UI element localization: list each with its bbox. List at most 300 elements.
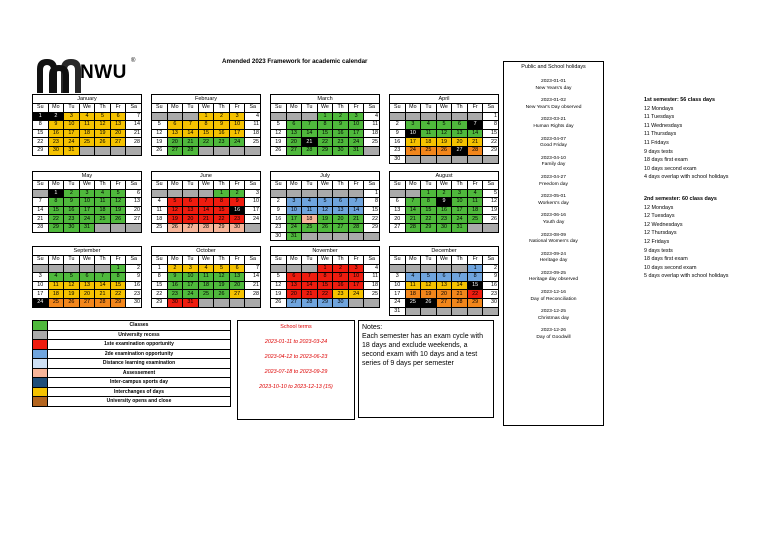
empty-day-cell (271, 112, 287, 121)
day-cell: 29 (152, 298, 168, 307)
legend-table (32, 320, 231, 407)
school-term-line: 2023-01-11 to 2023-03-24 (264, 339, 328, 345)
day-cell: 6 (333, 198, 349, 207)
month-name: February (151, 94, 261, 103)
day-cell: 16 (64, 206, 80, 215)
month-name: November (270, 246, 380, 255)
day-cell: 21 (302, 138, 318, 147)
day-cell: 17 (348, 129, 364, 138)
day-cell: 7 (245, 264, 261, 273)
day-cell: 5 (483, 189, 499, 198)
month-calendar (151, 94, 261, 156)
day-cell: 1 (364, 189, 380, 198)
empty-day-cell (421, 307, 437, 316)
weekday-header: Th (95, 104, 111, 113)
empty-day-cell (198, 189, 214, 198)
day-cell: 27 (79, 298, 95, 307)
day-cell: 17 (33, 290, 49, 299)
month-calendar (151, 171, 261, 233)
holiday-item (504, 213, 603, 226)
day-cell: 4 (364, 264, 380, 273)
day-cell: 31 (183, 298, 199, 307)
day-cell: 11 (245, 121, 261, 130)
day-cell: 9 (333, 273, 349, 282)
day-cell: 21 (452, 290, 468, 299)
weekday-header: Th (95, 256, 111, 265)
day-cell: 28 (302, 146, 318, 155)
holiday-name: Day of Reconciliation (530, 296, 577, 302)
holiday-item (504, 290, 603, 303)
holiday-name: Day of Goodwill (536, 335, 571, 341)
day-cell: 30 (167, 298, 183, 307)
day-cell: 18 (405, 290, 421, 299)
day-cell: 16 (126, 281, 142, 290)
weekday-header: Sa (126, 181, 142, 190)
day-cell: 5 (271, 121, 287, 130)
weekday-header: Tu (183, 104, 199, 113)
day-cell: 13 (286, 281, 302, 290)
weekday-header: Fr (110, 181, 126, 190)
day-cell: 16 (483, 281, 499, 290)
holiday-date: 2023-01-02 (540, 98, 567, 104)
holiday-name: Freedom day (539, 181, 568, 187)
empty-day-cell (405, 112, 421, 121)
day-cell: 26 (110, 215, 126, 224)
day-cell: 3 (348, 112, 364, 121)
day-cell: 2 (483, 264, 499, 273)
day-cell: 12 (95, 121, 111, 130)
empty-day-cell (95, 264, 111, 273)
day-cell: 1 (152, 264, 168, 273)
day-cell: 7 (95, 273, 111, 282)
day-cell: 25 (198, 290, 214, 299)
empty-day-cell (436, 112, 452, 121)
holiday-date: 2023-05-01 (540, 194, 567, 200)
day-cell: 10 (390, 281, 406, 290)
day-cell: 30 (390, 155, 406, 164)
school-term-line: 2023-07-18 to 2023-09-29 (264, 369, 328, 375)
holiday-name: Workers's day (538, 200, 569, 206)
day-cell: 14 (302, 129, 318, 138)
empty-day-cell (405, 307, 421, 316)
day-cell: 23 (64, 215, 80, 224)
day-cell: 12 (271, 129, 287, 138)
day-cell: 11 (364, 121, 380, 130)
day-cell: 6 (79, 273, 95, 282)
empty-day-cell (421, 264, 437, 273)
empty-day-cell (48, 264, 64, 273)
legend-label: Inter-campus sports day (48, 378, 231, 388)
day-cell: 20 (436, 290, 452, 299)
day-cell: 10 (79, 198, 95, 207)
day-cell: 6 (390, 198, 406, 207)
holiday-name: Family day (541, 162, 566, 168)
day-cell: 20 (110, 129, 126, 138)
day-cell: 21 (33, 215, 49, 224)
day-cell: 25 (467, 215, 483, 224)
holidays-heading: Public and School holidays (521, 64, 586, 70)
empty-day-cell (333, 189, 349, 198)
holiday-item (504, 137, 603, 150)
day-cell: 23 (436, 215, 452, 224)
day-cell: 15 (152, 281, 168, 290)
day-cell: 22 (33, 138, 49, 147)
day-cell: 2 (64, 189, 80, 198)
day-cell: 3 (64, 112, 80, 121)
day-cell: 24 (79, 215, 95, 224)
day-cell: 3 (348, 264, 364, 273)
day-cell: 11 (48, 281, 64, 290)
day-cell: 26 (152, 146, 168, 155)
day-cell: 25 (95, 215, 111, 224)
weekday-header: Su (390, 256, 406, 265)
empty-day-cell (467, 112, 483, 121)
day-cell: 1 (110, 264, 126, 273)
semester-line: 10 days second exam (644, 264, 697, 271)
day-cell: 17 (79, 206, 95, 215)
day-cell: 29 (33, 146, 49, 155)
day-cell: 2 (229, 189, 245, 198)
day-cell: 3 (229, 112, 245, 121)
weekday-header: Fr (229, 104, 245, 113)
day-cell: 11 (198, 273, 214, 282)
day-cell: 31 (286, 232, 302, 241)
semester1-title: 1st semester: 56 class days (644, 97, 716, 103)
day-cell: 5 (167, 198, 183, 207)
day-cell: 27 (286, 298, 302, 307)
day-cell: 8 (152, 273, 168, 282)
empty-day-cell (348, 298, 364, 307)
day-cell: 8 (214, 198, 230, 207)
empty-day-cell (245, 223, 261, 232)
day-cell: 22 (421, 215, 437, 224)
empty-day-cell (302, 189, 318, 198)
day-cell: 10 (348, 121, 364, 130)
weekday-header: Su (152, 104, 168, 113)
empty-day-cell (405, 264, 421, 273)
empty-day-cell (271, 189, 287, 198)
empty-day-cell (436, 307, 452, 316)
day-cell: 24 (245, 215, 261, 224)
day-cell: 25 (152, 223, 168, 232)
semester-line: 5 days overlap with school holidays (644, 273, 729, 280)
day-cell: 2 (333, 264, 349, 273)
day-cell: 28 (245, 290, 261, 299)
day-cell: 30 (126, 298, 142, 307)
day-cell: 21 (95, 290, 111, 299)
holiday-date: 2023-06-16 (540, 213, 567, 219)
day-cell: 4 (405, 273, 421, 282)
day-cell: 1 (467, 264, 483, 273)
empty-day-cell (245, 146, 261, 155)
day-cell: 2 (436, 189, 452, 198)
weekday-header: Th (452, 104, 468, 113)
empty-day-cell (183, 112, 199, 121)
day-cell: 16 (333, 129, 349, 138)
empty-day-cell (79, 264, 95, 273)
day-cell: 12 (214, 273, 230, 282)
day-cell: 19 (95, 129, 111, 138)
day-cell: 13 (286, 129, 302, 138)
day-cell: 17 (452, 206, 468, 215)
day-cell: 30 (64, 223, 80, 232)
empty-day-cell (348, 232, 364, 241)
day-cell: 27 (229, 290, 245, 299)
empty-day-cell (286, 264, 302, 273)
weekday-header: Sa (245, 181, 261, 190)
day-cell: 7 (33, 198, 49, 207)
legend-label: 2de examination opportunity (48, 349, 231, 359)
day-cell: 14 (467, 129, 483, 138)
day-cell: 21 (183, 138, 199, 147)
month-name: March (270, 94, 380, 103)
day-cell: 1 (48, 189, 64, 198)
day-cell: 20 (167, 138, 183, 147)
holiday-item (504, 156, 603, 169)
empty-day-cell (126, 223, 142, 232)
day-cell: 5 (421, 273, 437, 282)
day-cell: 5 (64, 273, 80, 282)
day-cell: 12 (421, 281, 437, 290)
day-cell: 3 (286, 198, 302, 207)
day-cell: 25 (405, 298, 421, 307)
day-cell: 30 (229, 223, 245, 232)
empty-day-cell (390, 112, 406, 121)
empty-day-cell (483, 307, 499, 316)
holiday-date: 2023-12-16 (540, 290, 567, 296)
day-cell: 30 (483, 298, 499, 307)
day-cell: 9 (436, 198, 452, 207)
day-cell: 16 (436, 206, 452, 215)
empty-day-cell (452, 264, 468, 273)
day-cell: 17 (405, 138, 421, 147)
day-cell: 17 (245, 206, 261, 215)
month-name: June (151, 171, 261, 180)
day-cell: 7 (348, 198, 364, 207)
day-cell: 14 (33, 206, 49, 215)
day-cell: 10 (452, 198, 468, 207)
day-cell: 9 (483, 273, 499, 282)
weekday-header: Th (333, 181, 349, 190)
day-cell: 1 (198, 112, 214, 121)
day-cell: 19 (271, 290, 287, 299)
day-cell: 30 (436, 223, 452, 232)
day-cell: 6 (286, 121, 302, 130)
semester-line: 12 Fridays (644, 238, 670, 245)
day-cell: 22 (483, 138, 499, 147)
day-cell: 19 (483, 206, 499, 215)
day-cell: 27 (286, 146, 302, 155)
empty-day-cell (110, 223, 126, 232)
holiday-name: New Years's day (535, 85, 572, 91)
day-cell: 4 (152, 198, 168, 207)
day-cell: 23 (333, 138, 349, 147)
month-name: May (32, 171, 142, 180)
holiday-item (504, 309, 603, 322)
day-cell: 28 (183, 146, 199, 155)
holiday-item (504, 98, 603, 111)
day-cell: 8 (110, 273, 126, 282)
day-cell: 18 (302, 215, 318, 224)
weekday-header: Th (333, 256, 349, 265)
day-cell: 21 (126, 129, 142, 138)
day-cell: 25 (79, 138, 95, 147)
day-cell: 22 (48, 215, 64, 224)
holiday-item (504, 175, 603, 188)
semester2-title: 2nd semester: 60 class days (644, 196, 717, 202)
semester-line: 12 Wednesdays (644, 221, 683, 228)
holiday-item (504, 117, 603, 130)
day-cell: 8 (317, 121, 333, 130)
day-cell: 20 (286, 138, 302, 147)
empty-day-cell (167, 112, 183, 121)
day-cell: 10 (229, 121, 245, 130)
legend-swatch (33, 321, 48, 331)
legend-swatch (33, 330, 48, 340)
day-cell: 19 (64, 290, 80, 299)
day-cell: 10 (64, 121, 80, 130)
day-cell: 15 (110, 281, 126, 290)
day-cell: 29 (317, 298, 333, 307)
holiday-name: Christmas day (537, 315, 570, 321)
weekday-header: Tu (421, 256, 437, 265)
day-cell: 29 (364, 223, 380, 232)
weekday-header: Mo (48, 181, 64, 190)
weekday-header: Th (214, 104, 230, 113)
month-calendar (270, 94, 380, 156)
legend-label: 1ste examination opportunity (48, 340, 231, 350)
day-cell: 14 (302, 281, 318, 290)
semester-line: 12 Mondays (644, 204, 674, 211)
day-cell: 13 (183, 206, 199, 215)
day-cell: 15 (317, 281, 333, 290)
legend-label: Assessement (48, 368, 231, 378)
document-title: Amended 2023 Framework for academic calendar (222, 58, 368, 65)
day-cell: 25 (364, 290, 380, 299)
day-cell: 11 (364, 273, 380, 282)
weekday-header: Su (390, 104, 406, 113)
day-cell: 12 (271, 281, 287, 290)
day-cell: 15 (33, 129, 49, 138)
empty-day-cell (421, 155, 437, 164)
school-term-line: 2023-10-10 to 2023-12-13 (15) (259, 384, 333, 390)
day-cell: 18 (95, 206, 111, 215)
logo-wordmark: NWU (80, 62, 127, 83)
day-cell: 8 (48, 198, 64, 207)
weekday-header: Fr (229, 256, 245, 265)
day-cell: 3 (245, 189, 261, 198)
weekday-header: Tu (302, 256, 318, 265)
day-cell: 16 (271, 215, 287, 224)
day-cell: 26 (317, 223, 333, 232)
weekday-header: Tu (64, 181, 80, 190)
day-cell: 10 (33, 281, 49, 290)
day-cell: 18 (364, 129, 380, 138)
day-cell: 28 (126, 138, 142, 147)
holiday-item (504, 194, 603, 207)
day-cell: 14 (245, 273, 261, 282)
day-cell: 16 (390, 138, 406, 147)
semester-line: 12 Mondays (644, 105, 674, 112)
month-name: April (389, 94, 499, 103)
weekday-header: Su (33, 104, 49, 113)
day-cell: 23 (229, 215, 245, 224)
empty-day-cell (405, 155, 421, 164)
semester-line: 11 Thursdays (644, 131, 677, 138)
day-cell: 25 (245, 138, 261, 147)
empty-day-cell (364, 146, 380, 155)
day-cell: 6 (229, 264, 245, 273)
weekday-header: We (79, 256, 95, 265)
empty-day-cell (317, 189, 333, 198)
day-cell: 28 (95, 298, 111, 307)
empty-day-cell (198, 298, 214, 307)
day-cell: 22 (152, 290, 168, 299)
day-cell: 10 (348, 273, 364, 282)
legend-swatch (33, 387, 48, 397)
day-cell: 7 (126, 112, 142, 121)
day-cell: 20 (126, 206, 142, 215)
day-cell: 10 (245, 198, 261, 207)
holiday-date: 2023-04-10 (540, 155, 567, 161)
weekday-header: Fr (348, 181, 364, 190)
day-cell: 23 (483, 290, 499, 299)
empty-day-cell (390, 264, 406, 273)
day-cell: 24 (229, 138, 245, 147)
legend-swatch (33, 378, 48, 388)
day-cell: 13 (436, 281, 452, 290)
day-cell: 31 (79, 223, 95, 232)
month-name: December (389, 246, 499, 255)
day-cell: 7 (467, 121, 483, 130)
day-cell: 31 (452, 223, 468, 232)
day-cell: 9 (390, 129, 406, 138)
day-cell: 21 (245, 281, 261, 290)
month-name: September (32, 246, 142, 255)
day-cell: 17 (183, 281, 199, 290)
weekday-header: We (317, 104, 333, 113)
weekday-header: Tu (183, 256, 199, 265)
legend-label: University recess (48, 330, 231, 340)
day-cell: 11 (421, 129, 437, 138)
weekday-header: We (317, 181, 333, 190)
day-cell: 27 (452, 146, 468, 155)
notes-body: Each semester has an exam cycle with 18 days and exclude weekends, a second exam with 10 days and a test series of 9 days per semester (362, 333, 483, 367)
semester-line: 12 Tuesdays (644, 213, 675, 220)
holiday-name: Human Rights day (533, 123, 574, 129)
empty-day-cell (436, 155, 452, 164)
day-cell: 18 (152, 215, 168, 224)
empty-day-cell (198, 146, 214, 155)
weekday-header: Su (390, 181, 406, 190)
day-cell: 16 (48, 129, 64, 138)
empty-day-cell (229, 146, 245, 155)
weekday-header: Mo (48, 104, 64, 113)
day-cell: 7 (405, 198, 421, 207)
empty-day-cell (348, 189, 364, 198)
weekday-header: We (436, 104, 452, 113)
day-cell: 8 (483, 121, 499, 130)
day-cell: 21 (198, 215, 214, 224)
weekday-header: Tu (183, 181, 199, 190)
day-cell: 4 (95, 189, 111, 198)
weekday-header: Tu (421, 104, 437, 113)
day-cell: 28 (467, 146, 483, 155)
day-cell: 9 (229, 198, 245, 207)
day-cell: 12 (64, 281, 80, 290)
day-cell: 23 (333, 290, 349, 299)
empty-day-cell (333, 232, 349, 241)
